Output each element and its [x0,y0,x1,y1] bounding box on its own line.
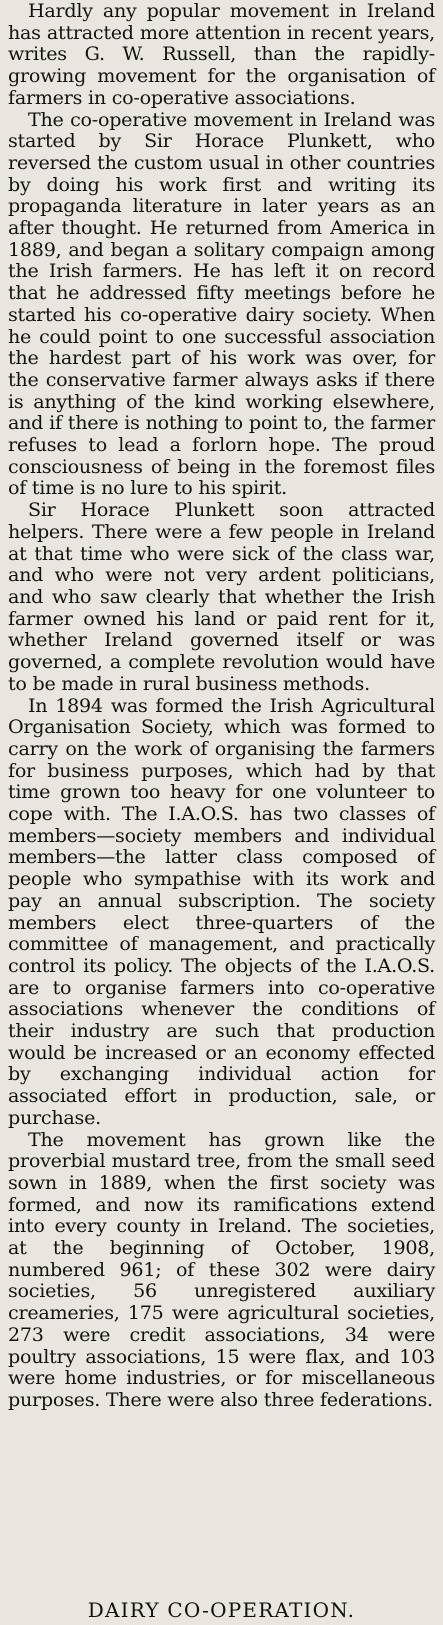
section-heading: DAIRY CO-OPERATION. [87,1598,356,1622]
paragraph-helpers: Sir Horace Plunkett soon attracted helpers. There were a few people in Ireland at that time who were sick of the class war, and who were not very ardent politicians, and who saw clearly that whether the Irish farmer owned his land or paid rent for it, whether Ireland governed itself or was governed, a complete revolution would have to be made in rural business methods. [8,498,435,695]
paragraph-growth: The movement has grown like the proverbial mustard tree, from the small seed sown in 1889, when the first society was formed, and now its ramifications extend into every county in Ireland. The societies, at the beginning of October, 1908, numbered 961; of these 302 were dairy societies, 56 unregistered auxiliary creameries, 175 were agricultural societies, 273 were credit associations, 34 were poultry associations, 15 were flax, and 103 were home industries, or for miscellaneous purposes. There were also three federations. [8,1127,435,1411]
article-column [8,0,435,1411]
paragraph-intro: Hardly any popular movement in Ireland has attracted more attention in recent years, writes G. W. Russell, than the rapidly-growing movement for the organisation of farmers in co-operative associations. [8,0,435,109]
paragraph-iaos: In 1894 was formed the Irish Agricultural Organisation Society, which was formed to carry on the work of organising the farmers for business purposes, which had by that time grown too heavy for one volunteer to cope with. The I.A.O.S. has two classes of members—society members and individual members—the latter class composed of people who sympathise with its work and pay an annual subscription. The society members elect three-quarters of the committee of management, and practically control its policy. The objects of the I.A.O.S. are to organise farmers into co-operative associations whenever the conditions of their industry are such that production would be increased or an economy effected by exchanging individual action for associated effort in production, sale, or purchase. [8,693,435,1129]
paragraph-plunkett-origins: The co-operative movement in Ireland was started by Sir Horace Plunkett, who reversed the custom usual in other countries by doing his work first and writing its propaganda literature in later years as an after thought. He returned from America in 1889, and began a solitary compaign among the Irish farmers. He has left it on record that he addressed fifty meetings before he started his co-operative dairy society. When he could point to one successful association the hardest part of his work was over, for the conservative farmer always asks if there is anything of the kind working elsewhere, and if there is nothing to point to, the farmer refuses to lead a forlorn hope. The proud consciousness of being in the foremost files of time is no lure to his spirit. [8,107,435,500]
